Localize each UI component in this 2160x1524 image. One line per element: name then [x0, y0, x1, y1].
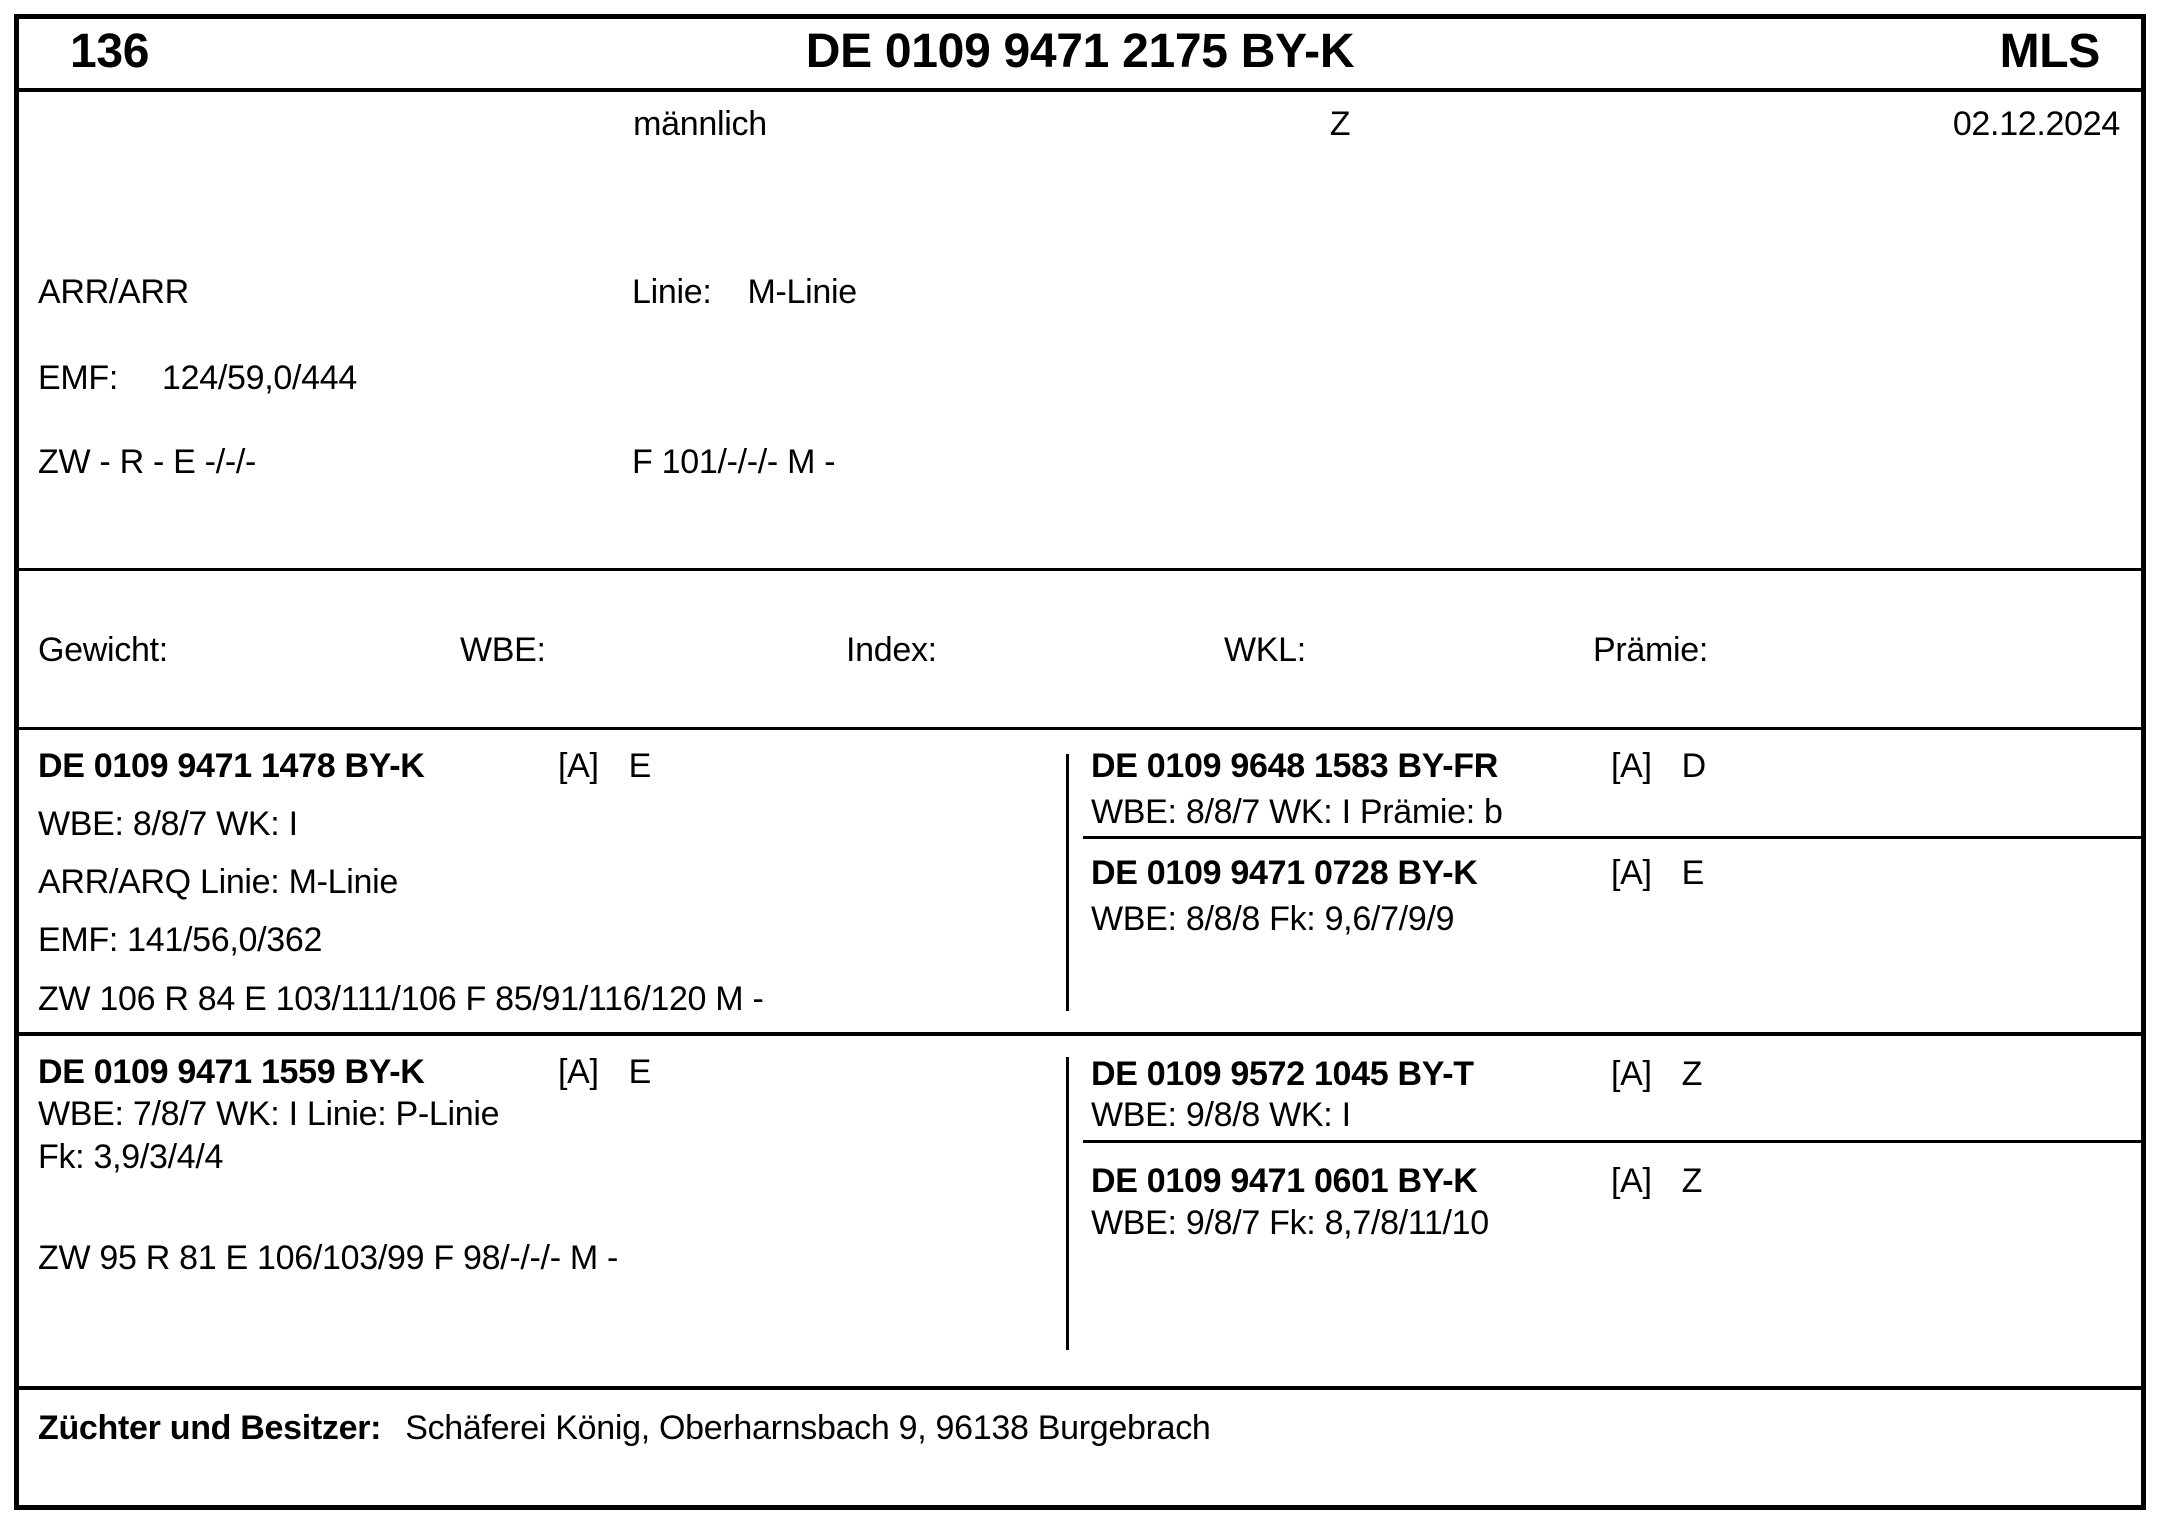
grandsire-divider: [1083, 836, 2141, 839]
sire-wbe-line: WBE: 8/8/7 WK: I: [38, 805, 298, 843]
dam-id-row: [38, 1052, 651, 1092]
dam-wbe-line: WBE: 7/8/7 WK: I Linie: P-Linie: [38, 1095, 500, 1133]
date-value: 02.12.2024: [1952, 105, 2120, 143]
sire-grade: E: [628, 747, 652, 785]
genotype-value: ARR/ARR: [38, 273, 189, 311]
sire-sire-id-row: [1091, 746, 1706, 786]
dam-sire-wbe-line: WBE: 9/8/8 WK: I: [1091, 1096, 1351, 1134]
dam-bracket: [A]: [558, 1053, 599, 1091]
sire-sire-bracket: [A]: [1611, 747, 1652, 785]
pedigree-vertical-divider-bottom: [1066, 1057, 1069, 1350]
granddam-divider: [1083, 1140, 2141, 1143]
sire-dam-id-row: [1091, 853, 1704, 893]
column-gewicht: Gewicht:: [38, 631, 168, 669]
dam-sire-grade: Z: [1681, 1055, 1703, 1093]
sire-emf-line: EMF: 141/56,0/362: [38, 921, 323, 959]
emf-value: 124/59,0/444: [162, 359, 357, 397]
line-value: M-Linie: [747, 273, 857, 311]
column-praemie: Prämie:: [1593, 631, 1709, 669]
dam-dam-id-row: [1091, 1161, 1702, 1201]
dam-dam-id: DE 0109 9471 0601 BY-K: [1091, 1162, 1478, 1200]
sire-bracket: [A]: [558, 747, 599, 785]
footer-separator: [19, 1386, 2141, 1390]
sire-sire-grade: D: [1681, 747, 1706, 785]
sire-id-row: [38, 746, 651, 786]
dam-dam-bracket: [A]: [1611, 1162, 1652, 1200]
sire-zw-line: ZW 106 R 84 E 103/111/106 F 85/91/116/120 M -: [38, 980, 764, 1018]
zw-line: ZW - R - E -/-/-: [38, 443, 257, 481]
dam-sire-id: DE 0109 9572 1045 BY-T: [1091, 1055, 1474, 1093]
dam-dam-grade: Z: [1681, 1162, 1703, 1200]
dam-sire-bracket: [A]: [1611, 1055, 1652, 1093]
column-wbe: WBE:: [460, 631, 546, 669]
sire-genotype-line: ARR/ARQ Linie: M-Linie: [38, 863, 398, 901]
sex-value: männlich: [633, 105, 767, 143]
emf-field: [38, 358, 357, 398]
sire-dam-id: DE 0109 9471 0728 BY-K: [1091, 854, 1478, 892]
info-separator: [19, 568, 2141, 571]
sire-dam-bracket: [A]: [1611, 854, 1652, 892]
breeder-owner-value: Schäferei König, Oberharnsbach 9, 96138 Burgebrach: [405, 1409, 1211, 1447]
catalog-number: 136: [70, 25, 150, 78]
f-line: F 101/-/-/- M -: [632, 443, 836, 481]
line-label: Linie:: [632, 273, 712, 311]
dam-dam-wbe-line: WBE: 9/8/7 Fk: 8,7/8/11/10: [1091, 1204, 1489, 1242]
dam-sire-id-row: [1091, 1054, 1702, 1094]
breeder-owner-label: Züchter und Besitzer:: [38, 1409, 382, 1447]
pedigree-middle-separator: [19, 1032, 2141, 1036]
sire-dam-grade: E: [1681, 854, 1705, 892]
sire-sire-wbe-line: WBE: 8/8/7 WK: I Prämie: b: [1091, 793, 1503, 831]
header-separator: [19, 88, 2141, 92]
dam-fk-line: Fk: 3,9/3/4/4: [38, 1138, 224, 1176]
line-field: [632, 272, 857, 312]
usage-code: Z: [1329, 105, 1351, 143]
breed-code: MLS: [1999, 25, 2100, 78]
column-index: Index:: [846, 631, 937, 669]
dam-zw-line: ZW 95 R 81 E 106/103/99 F 98/-/-/- M -: [38, 1239, 619, 1277]
dam-id: DE 0109 9471 1559 BY-K: [38, 1053, 425, 1091]
animal-id-title: DE 0109 9471 2175 BY-K: [805, 25, 1355, 78]
emf-label: EMF:: [38, 359, 119, 397]
sire-id: DE 0109 9471 1478 BY-K: [38, 747, 425, 785]
dam-grade: E: [628, 1053, 652, 1091]
sire-sire-id: DE 0109 9648 1583 BY-FR: [1091, 747, 1499, 785]
column-wkl: WKL:: [1224, 631, 1306, 669]
sire-dam-wbe-line: WBE: 8/8/8 Fk: 9,6/7/9/9: [1091, 900, 1455, 938]
pedigree-vertical-divider-top: [1066, 754, 1069, 1011]
pedigree-top-separator: [19, 727, 2141, 730]
breeder-owner-row: [38, 1408, 1211, 1448]
